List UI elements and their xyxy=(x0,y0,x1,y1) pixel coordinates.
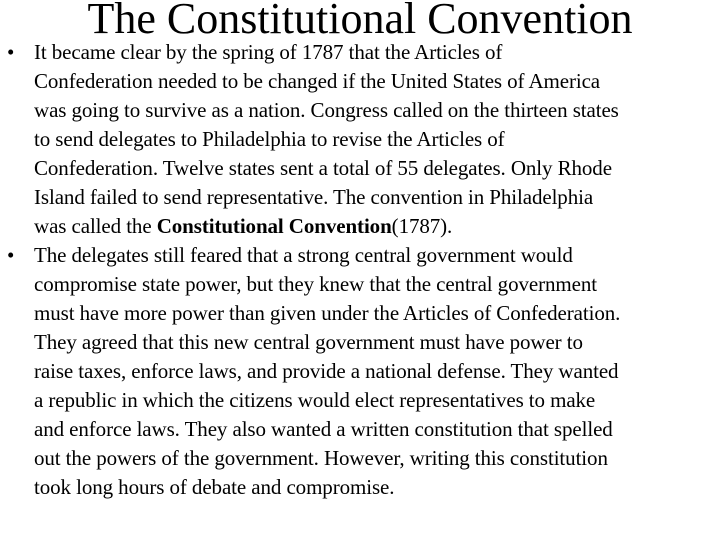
bullet-marker-icon: • xyxy=(7,243,15,267)
bullet-1-line-4: to send delegates to Philadelphia to revise the Articles of xyxy=(34,127,505,151)
bullet-2-line-7: and enforce laws. They also wanted a written constitution that spelled xyxy=(34,417,613,441)
bullet-2-line-5: raise taxes, enforce laws, and provide a national defense. They wanted xyxy=(34,359,619,383)
slide-title: The Constitutional Convention xyxy=(87,0,633,43)
bullet-item-2 xyxy=(0,241,720,502)
bullet-1-line-3: was going to survive as a nation. Congress called on the thirteen states xyxy=(34,98,619,122)
bullet-1-line-1: It became clear by the spring of 1787 that the Articles of xyxy=(34,40,503,64)
bullet-list xyxy=(0,38,720,502)
bullet-1-line-7-suffix: (1787). xyxy=(391,214,453,238)
bullet-item-1 xyxy=(0,38,720,241)
bullet-2-line-8: out the powers of the government. However, writing this constitution xyxy=(34,446,608,470)
bullet-2-line-1: The delegates still feared that a strong central government would xyxy=(34,243,573,267)
bullet-1-line-7 xyxy=(34,212,714,241)
bullet-1-line-6: Island failed to send representative. The convention in Philadelphia xyxy=(34,185,594,209)
bullet-2-line-6: a republic in which the citizens would elect representatives to make xyxy=(34,388,596,412)
bullet-1-line-2: Confederation needed to be changed if the United States of America xyxy=(34,69,601,93)
bullet-2-line-3: must have more power than given under the Articles of Confederation. xyxy=(34,301,621,325)
bullet-2-line-2: compromise state power, but they knew that the central government xyxy=(34,272,597,296)
constitutional-convention-term: Constitutional Convention xyxy=(156,214,392,238)
bullet-2-line-4: They agreed that this new central government must have power to xyxy=(34,330,583,354)
bullet-2-line-9: took long hours of debate and compromise. xyxy=(34,475,395,499)
bullet-1-line-5: Confederation. Twelve states sent a total of 55 delegates. Only Rhode xyxy=(34,156,612,180)
bullet-marker-icon: • xyxy=(7,40,15,64)
bullet-1-line-7-prefix: was called the xyxy=(34,214,157,238)
